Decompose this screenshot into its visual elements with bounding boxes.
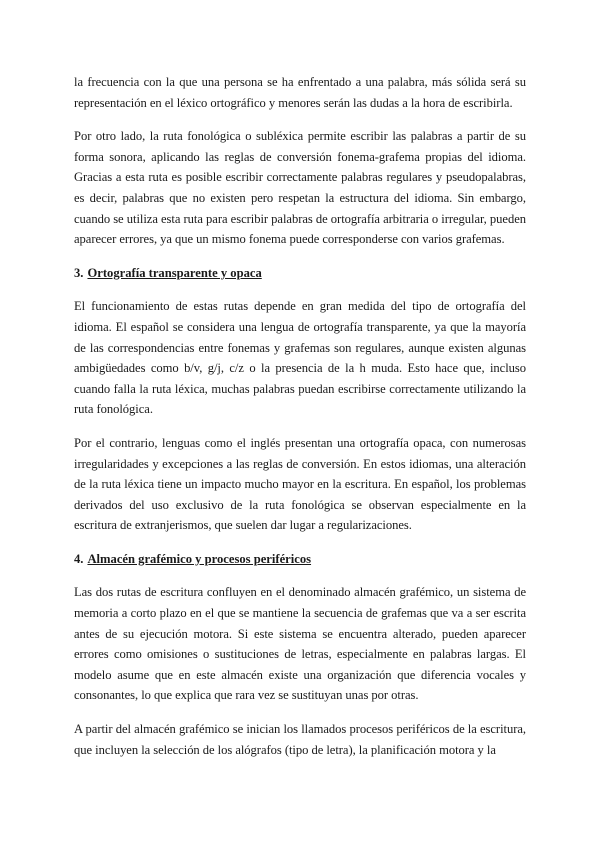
paragraph-phonological-route: Por otro lado, la ruta fonológica o subléxica permite escribir las palabras a partir de su forma sonora, aplicando las reglas de conversión fonema-grafema propias del idioma. Gracias a esta ruta es posible escribir correctamente palabras regulares y pseudopalabras, es decir, palabras que no existen pero respetan la estructura del idioma. Sin embargo, cuando se utiliza esta ruta para escribir palabras de ortografía arbitraria o irregular, pueden aparecer errores, ya que un mismo fonema puede corresponderse con varios grafemas.: [74, 129, 526, 247]
paragraph-opaque-orthography: Por el contrario, lenguas como el inglés presentan una ortografía opaca, con numerosas irregularidades y excepciones a las reglas de conversión. En estos idiomas, una alteración de la ruta léxica tiene un impacto mucho mayor en la escritura. En español, los problemas derivados del uso exclusivo de la ruta fonológica se observan especialmente en la escritura de extranjerismos, que suelen dar lugar a regularizaciones.: [74, 435, 526, 533]
section-heading-3-number: 3.: [74, 265, 84, 280]
section-heading-3-title: Ortografía transparente y opaca: [87, 265, 262, 280]
document-page: [74, 72, 526, 773]
paragraph-transparent-orthography: El funcionamiento de estas rutas depende en gran medida del tipo de ortografía del idioma. El español se considera una lengua de ortografía transparente, ya que la mayoría de las correspondencias entre fonemas y grafemas son regulares, aunque existen algunas ambigüedades como b/v, g/j, c/z o la presencia de la h muda. Esto hace que, incluso cuando falla la ruta léxica, muchas palabras puedan escribirse correctamente utilizando la ruta fonológica.: [74, 299, 526, 417]
paragraph-graphemic-buffer: Las dos rutas de escritura confluyen en el denominado almacén grafémico, un sistema de memoria a corto plazo en el que se mantiene la secuencia de grafemas que va a ser escrita antes de su ejecución motora. Si este sistema se encuentra alterado, pueden aparecer errores como omisiones o sustituciones de letras, especialmente en palabras largas. El modelo asume que en este almacén existe una organización que diferencia vocales y consonantes, lo que explica que rara vez se sustituyan unas por otras.: [74, 585, 526, 703]
section-heading-4-title: Almacén grafémico y procesos periféricos: [87, 551, 312, 566]
section-heading-3: [74, 263, 526, 284]
section-heading-4: [74, 549, 526, 570]
section-heading-4-number: 4.: [74, 551, 84, 566]
paragraph-lexical-route-end: la frecuencia con la que una persona se ha enfrentado a una palabra, más sólida será su representación en el léxico ortográfico y menores serán las dudas a la hora de escribirla.: [74, 75, 526, 110]
paragraph-peripheral-processes: A partir del almacén grafémico se inician los llamados procesos periféricos de la escritura, que incluyen la selección de los alógrafos (tipo de letra), la planificación motora y la: [74, 722, 526, 757]
